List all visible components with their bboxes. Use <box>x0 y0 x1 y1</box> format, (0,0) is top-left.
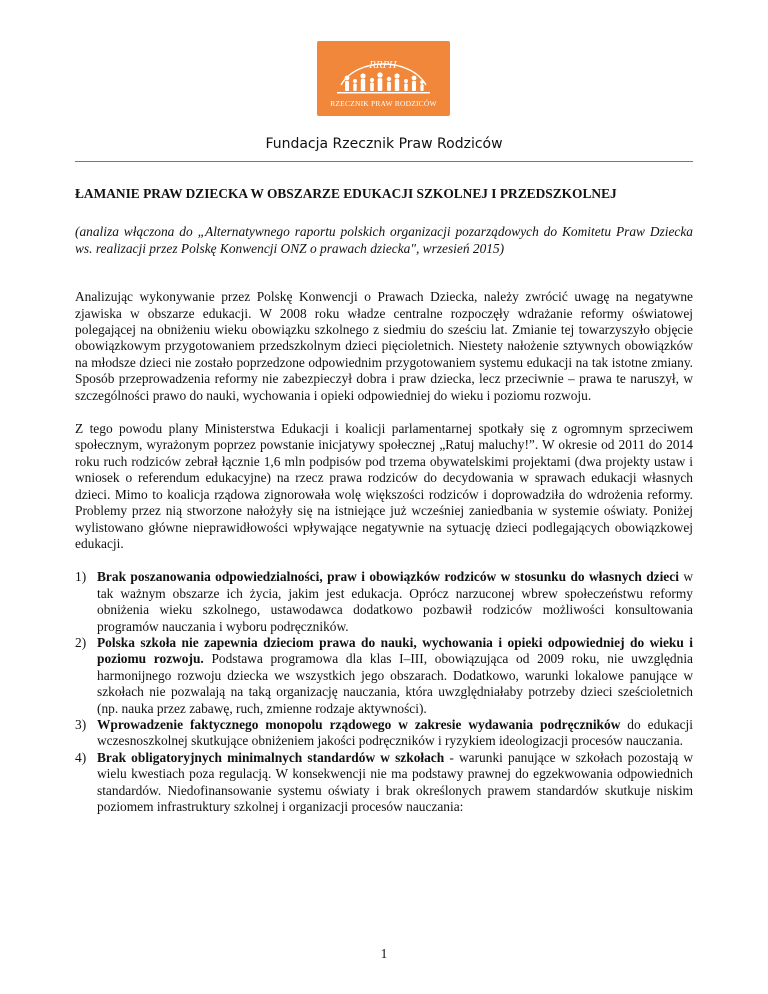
header-divider <box>75 161 693 162</box>
list-item-bold: Brak obligatoryjnych minimalnych standardów w szkołach <box>97 749 445 765</box>
list-item-text: w tak ważnym obszarze ich życia, jakim jest edukacja. Oprócz narzuconej wbrew społeczeństwu reformy obniżenia wieku szkolnego, ustawodawca dodatkowo pozbawił rodziców możliwości konsultowania programów nauczania i wyboru podręczników. <box>97 569 693 634</box>
organization-name: Fundacja Rzecznik Praw Rodziców <box>265 136 503 152</box>
list-item-number: 2) <box>75 634 87 650</box>
list-item-text: do edukacji wczesnoszkolnej skutkujące obniżeniem jakości podręczników i ryzykiem ideologizacji procesów nauczania. <box>97 716 693 749</box>
document-subtitle: (analiza włączona do „Alternatywnego raportu polskich organizacji pozarządowych do Komitetu Praw Dziecka ws. realizacji przez Polskę Konwencji ONZ o prawach dziecka", wrzesień 2015) <box>75 224 693 256</box>
list-item-bold: Brak poszanowania odpowiedzialności, praw i obowiązków rodziców w stosunku do własnych dzieci <box>97 569 679 585</box>
list-item-bold: Wprowadzenie faktycznego monopolu rządowego w zakresie wydawania podręczników <box>97 716 621 732</box>
paragraph: Analizując wykonywanie przez Polskę Konwencji o Prawach Dziecka, należy zwrócić uwagę na negatywne zjawiska w obszarze edukacji. W 2008 roku władze centralne rozpoczęły wdrażanie reformy oświatowej polegającej na obniżeniu wieku obowiązku szkolnego z siedmiu do sześciu lat. Zmianie tej towarzyszyło objęcie obowiązkowym przygotowaniem przedszkolnym dzieci pięcioletnich. Niestety nałożenie sztywnych obowiązków na młodsze dzieci nie zostało poprzedzone odpowiednim przygotowaniem systemu edukacji na tak istotne zmiany. Sposób przeprowadzenia reformy nie zabezpieczył dobra i praw dziecka, lecz przeciwnie – prawa te naruszył, w szczególności prawo do nauki, wychowania i opieki odpowiedniej do wieku i poziomu rozwoju. <box>75 289 693 403</box>
logo-script-text: RRPH <box>369 61 397 71</box>
list-item-bold: Polska szkoła nie zapewnia dzieciom prawa do nauki, wychowania i opieki odpowiedniej do wieku i poziomu rozwoju. <box>97 634 693 667</box>
list-item-number: 4) <box>75 749 87 765</box>
document-body <box>75 186 693 815</box>
paragraph: Z tego powodu plany Ministerstwa Edukacji i koalicji parlamentarnej spotkały się z ogromnym sprzeciwem społecznym, wyrażonym poprzez powstanie inicjatywy społecznej „Ratuj maluchy!”. W okresie od 2011 do 2014 roku ruch rodziców zebrał łącznie 1,6 mln podpisów pod trzema obywatelskimi projektami (dwa projekty ustaw i wniosek o referendum edukacyjne) na rzecz prawa rodziców do decydowania w sprawach edukacji własnych dzieci. Mimo to koalicja rządowa zignorowała wolę większości rodziców i doprowadziła do wdrożenia reformy. Problemy przez nią stworzone nałożyły się na istniejące już wcześniej zaniedbania w systemie oświaty. Poniżej wylistowano główne nieprawidłowości wpływające negatywnie na sytuację dzieci podlegających obowiązkowej edukacji. <box>75 421 693 551</box>
list-item <box>75 750 693 816</box>
list-item <box>75 717 693 750</box>
document-title: ŁAMANIE PRAW DZIECKA W OBSZARZE EDUKACJI SZKOLNEJ I PRZEDSZKOLNEJ <box>75 186 617 201</box>
list-item <box>75 635 693 717</box>
list-item-number: 1) <box>75 569 87 585</box>
logo <box>317 41 450 116</box>
list-item-text: Podstawa programowa dla klas I–III, obowiązująca od 2009 roku, nie uwzględnia harmonijnego rozwoju dziecka we wszystkich jego obszarach. Dodatkowo, warunki lokalowe panujące w szkołach nie pozwalają na taką organizację nauczania, która uwzględniałaby potrzeby dzieci sześcioletnich (np. nauka przez zabawę, ruch, zmienne rodzaje aktywności). <box>97 651 693 716</box>
logo-caption: RZECZNIK PRAW RODZICÓW <box>330 99 437 108</box>
list-item-text: - warunki panujące w szkołach pozostają w wielu kwestiach poza regulacją. W konsekwencji nie ma podstawy prawnej do egzekwowania odpowiednich standardów. Niedofinansowanie systemu oświaty i brak określonych prawem standardów skutkuje niskim poziomem infrastruktury szkolnej i organizacji procesów nauczania: <box>97 749 693 814</box>
list-item-number: 3) <box>75 716 87 732</box>
page-number: 1 <box>380 946 388 961</box>
list-item <box>75 569 693 635</box>
issues-list <box>75 569 693 815</box>
